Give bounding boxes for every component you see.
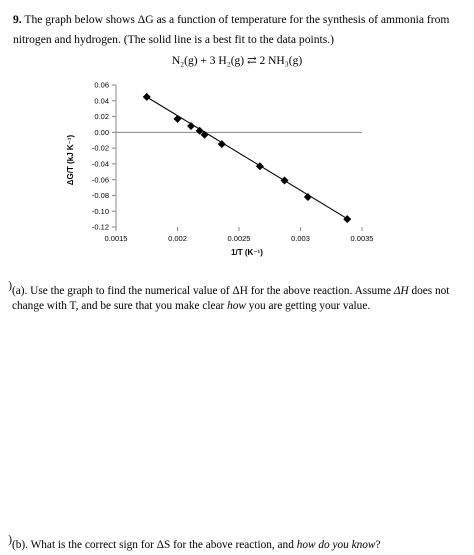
y-axis-title: ΔG/T (kJ K⁻¹) [66,134,75,186]
x-tick-label: 0.0035 [350,234,374,243]
data-point [174,115,182,123]
reaction-equation: N₂(g) + 3 H₂(g) ⇄ 2 NH₃(g) [171,55,303,67]
data-point [143,93,151,101]
question-text: The graph below shows ΔG as a function of temperature for the synthesis of ammonia from nitrogen and hydrogen. (The solid line is a best fit to the data points.) [13,13,450,46]
y-tick-label: -0.04 [91,159,109,169]
y-tick-label: -0.02 [91,143,109,153]
data-point [343,215,351,223]
part-a-italic: ΔH [393,285,409,297]
y-tick-label: 0.04 [94,96,109,106]
x-tick-label: 0.0015 [104,234,128,243]
x-tick-label: 0.003 [291,234,310,243]
part-b-text-before: (b). What is the correct sign for ΔS for the above reaction, and [12,539,297,551]
y-tick-label: -0.12 [91,222,109,232]
y-tick-label: 0.06 [94,80,109,90]
y-tick-label: -0.06 [91,175,109,185]
y-axis [92,81,116,232]
part-a-line2-before: change with T, and be sure that you make clear [12,300,228,312]
part-b-prefix: ) [8,534,12,546]
y-tick-label: -0.08 [91,191,109,201]
x-axis-title: 1/T (K⁻¹) [231,248,263,257]
part-a-prefix: ) [8,280,12,292]
data-point [304,193,312,201]
y-tick-label: 0.00 [94,127,109,137]
part-b [0,533,460,553]
fit-line [147,97,347,219]
part-b-text-after: ? [375,539,381,551]
y-tick-label: 0.02 [94,112,109,122]
part-a-line2-after: you are getting your value. [245,300,371,312]
part-b-italic: how do you know [296,539,376,551]
x-tick-label: 0.002 [168,234,187,243]
y-tick-label: -0.10 [91,206,109,216]
part-a-text-after: does not [408,285,450,297]
data-point [281,176,289,184]
fit-line-group [147,97,347,219]
part-a-line2-italic: how [227,300,246,312]
data-point [187,122,195,130]
part-a [0,279,460,314]
x-tick-label: 0.0025 [227,234,251,243]
question-number: 9. [13,13,22,26]
part-a-text-before: (a). Use the graph to find the numerical value of ΔH for the above reaction. Assume [12,285,394,297]
x-axis [105,132,374,243]
